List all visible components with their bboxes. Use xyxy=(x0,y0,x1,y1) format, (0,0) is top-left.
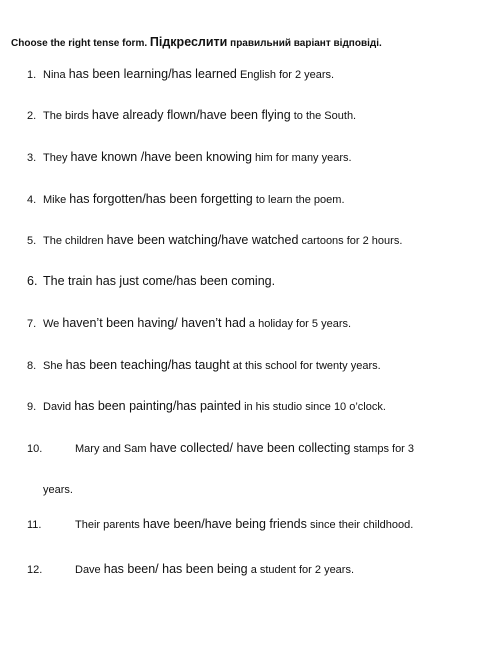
item-number: 5. xyxy=(27,235,37,247)
item-rest: to learn the poem. xyxy=(255,194,345,206)
exercise-item-12 xyxy=(27,562,354,577)
item-options: haven’t been having/ haven’t had xyxy=(62,316,246,330)
item-number: 7. xyxy=(27,318,37,330)
item-number: 11. xyxy=(27,519,42,531)
item-number: 6. xyxy=(27,274,38,288)
exercise-item-3 xyxy=(27,150,352,165)
item-subject: The birds xyxy=(43,110,89,122)
item-options: has forgotten/has been forgetting xyxy=(69,192,253,206)
item-number: 10. xyxy=(27,443,43,455)
item-number: 9. xyxy=(27,401,37,413)
exercise-item-2 xyxy=(27,108,356,123)
exercise-item-1 xyxy=(27,67,334,82)
item-subject: Nina xyxy=(43,69,66,81)
item-rest: since their childhood. xyxy=(309,519,414,531)
item-sentence: The train has just come/has been coming. xyxy=(43,274,276,288)
item-subject: David xyxy=(43,401,72,413)
item-number: 1. xyxy=(27,69,37,81)
instruction-ukrainian-emphasis: Підкреслити xyxy=(149,35,228,49)
exercise-item-6 xyxy=(27,274,275,288)
item-rest: stamps for 3 xyxy=(353,443,415,455)
item-subject: We xyxy=(43,318,60,330)
item-subject: She xyxy=(43,360,63,372)
item-subject: Mike xyxy=(43,194,67,206)
item-number: 12. xyxy=(27,564,43,576)
exercise-item-5 xyxy=(27,233,402,248)
item-options: have collected/ have been collecting xyxy=(149,441,351,455)
item-subject: Mary and Sam xyxy=(75,443,147,455)
exercise-item-4 xyxy=(27,192,345,207)
item-rest: to the South. xyxy=(293,110,357,122)
item-rest: at this school for twenty years. xyxy=(232,360,381,372)
exercise-item-10 xyxy=(27,441,414,456)
exercise-item-11 xyxy=(27,517,413,532)
item-number: 8. xyxy=(27,360,37,372)
instruction-english: Choose the right tense form. xyxy=(11,38,148,49)
exercise-item-8 xyxy=(27,358,381,373)
instruction-ukrainian: правильний варіант відповіді. xyxy=(230,38,382,49)
item-rest: a holiday for 5 years. xyxy=(248,318,352,330)
item-options: has been learning/has learned xyxy=(68,67,237,81)
item-options: have known /have been knowing xyxy=(70,150,252,164)
item-subject: They xyxy=(43,152,68,164)
item-rest: cartoons for 2 hours. xyxy=(301,235,403,247)
item-options: have been/have being friends xyxy=(142,517,307,531)
item-rest: a student for 2 years. xyxy=(250,564,355,576)
item-options: has been painting/has painted xyxy=(74,399,241,413)
exercise-item-10-continuation: years. xyxy=(43,484,73,496)
item-number: 3. xyxy=(27,152,37,164)
item-options: has been teaching/has taught xyxy=(65,358,230,372)
item-rest: English for 2 years. xyxy=(239,69,335,81)
exercise-item-7 xyxy=(27,316,351,331)
item-subject: The children xyxy=(43,235,104,247)
item-options: have already flown/have been flying xyxy=(91,108,291,122)
item-rest: him for many years. xyxy=(254,152,352,164)
item-rest: in his studio since 10 o’clock. xyxy=(244,401,386,413)
item-number: 2. xyxy=(27,110,37,122)
item-options: have been watching/have watched xyxy=(106,233,299,247)
item-number: 4. xyxy=(27,194,37,206)
exercise-item-9 xyxy=(27,399,386,414)
item-options: has been/ has been being xyxy=(103,562,248,576)
item-subject: Dave xyxy=(75,564,101,576)
instruction-line xyxy=(11,35,382,49)
item-subject: Their parents xyxy=(75,519,140,531)
